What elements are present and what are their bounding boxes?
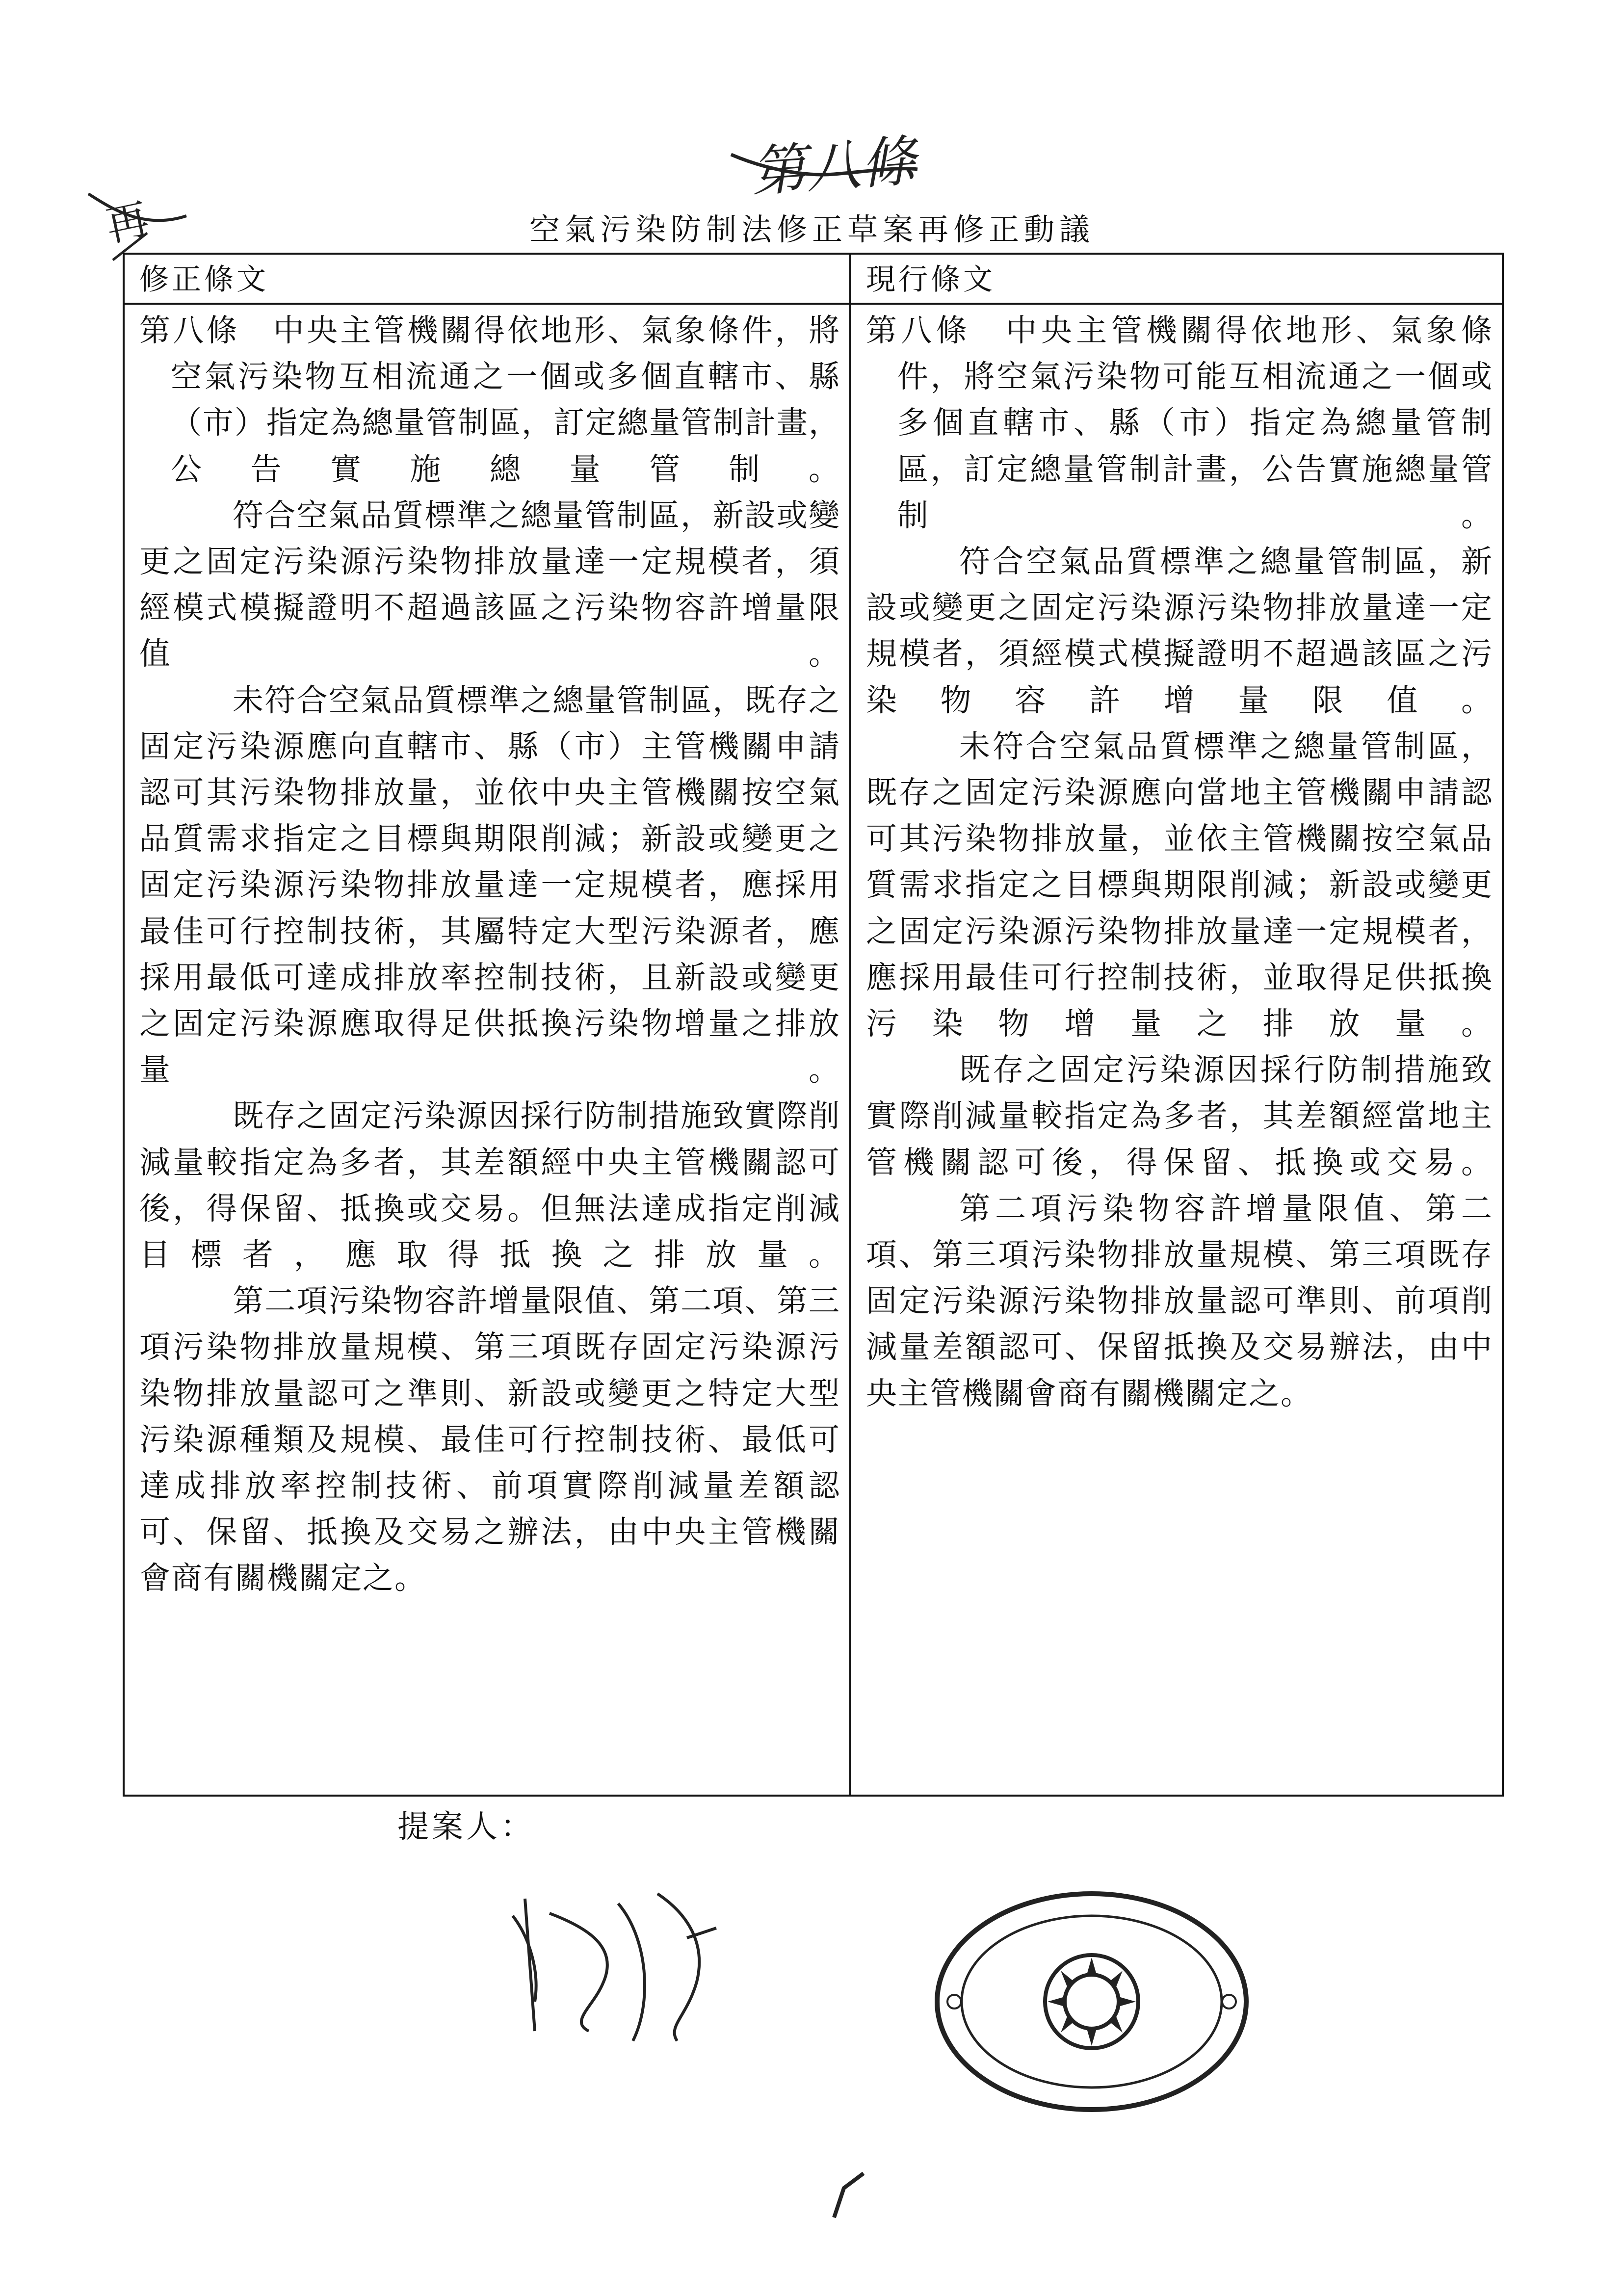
current-paragraph-1: 第八條 中央主管機關得依地形、氣象條件，將空氣污染物可能互相流通之一個或多個直轄市、縣（市）指定為總量管制區，訂定總量管制計畫，公告實施總量管制。 [866, 313, 1493, 533]
revised-paragraph-1: 第八條 中央主管機關得依地形、氣象條件，將空氣污染物互相流通之一個或多個直轄市、縣（市）指定為總量管制區，訂定總量管制計畫，公告實施總量管制。 [139, 313, 840, 487]
proposer-label: 提案人： [397, 1809, 535, 1845]
document-title: 空氣污染防制法修正草案再修正動議 [529, 211, 1095, 247]
current-paragraph-5: 第二項污染物容許增量限值、第二項、第三項污染物排放量規模、第三項既存固定污染源污染物排放量認可準則、前項削減量差額認可、保留抵換及交易辦法，由中央主管機關會商有關機關定之。 [866, 1190, 1493, 1411]
revised-paragraph-2: 符合空氣品質標準之總量管制區，新設或變更之固定污染源污染物排放量達一定規模者，須經模式模擬證明不超過該區之污染物容許增量限值。 [139, 497, 840, 672]
revised-text-column [125, 255, 851, 1795]
current-paragraph-3: 未符合空氣品質標準之總量管制區，既存之固定污染源應向當地主管機關申請認可其污染物排放量，並依主管機關按空氣品質需求指定之目標與期限削減；新設或變更之固定污染源污染物排放量達一定規模者，應採用最佳可行控制技術，並取得足供抵換污染物增量之排放量。 [866, 728, 1493, 1042]
comparison-table [123, 253, 1504, 1797]
handwritten-revision-mark: 再 [102, 194, 154, 252]
revised-text-header: 修正條文 [125, 255, 849, 305]
party-seal-stamp [932, 1889, 1251, 2114]
current-paragraph-4: 既存之固定污染源因採行防制措施致實際削減量較指定為多者，其差額經當地主管機關認可後，得保留、抵換或交易。 [866, 1052, 1493, 1180]
revised-text-body [125, 305, 849, 1602]
revised-paragraph-3: 未符合空氣品質標準之總量管制區，既存之固定污染源應向直轄市、縣（市）主管機關申請認可其污染物排放量，並依中央主管機關按空氣品質需求指定之目標與期限削減；新設或變更之固定污染源污染物排放量達一定規模者，應採用最佳可行控制技術，其屬特定大型污染源者，應採用最低可達成排放率控制技術，且新設或變更之固定污染源應取得足供抵換污染物增量之排放量。 [139, 682, 840, 1088]
current-paragraph-2: 符合空氣品質標準之總量管制區，新設或變更之固定污染源污染物排放量達一定規模者，須經模式模擬證明不超過該區之污染物容許增量限值。 [866, 544, 1493, 718]
revised-paragraph-5: 第二項污染物容許增量限值、第二項、第三項污染物排放量規模、第三項既存固定污染源污染物排放量認可之準則、新設或變更之特定大型污染源種類及規模、最佳可行控制技術、最低可達成排放率控制技術、前項實際削減量差額認可、保留、抵換及交易之辦法，由中央主管機關會商有關機關定之。 [139, 1283, 840, 1596]
current-text-header: 現行條文 [851, 255, 1502, 305]
handwritten-article-note: 第八條 [749, 129, 918, 205]
revised-paragraph-4: 既存之固定污染源因採行防制措施致實際削減量較指定為多者，其差額經中央主管機關認可後，得保留、抵換或交易。但無法達成指定削減目標者，應取得抵換之排放量。 [139, 1098, 840, 1273]
current-text-body [851, 305, 1502, 1417]
current-text-column [851, 255, 1502, 1795]
